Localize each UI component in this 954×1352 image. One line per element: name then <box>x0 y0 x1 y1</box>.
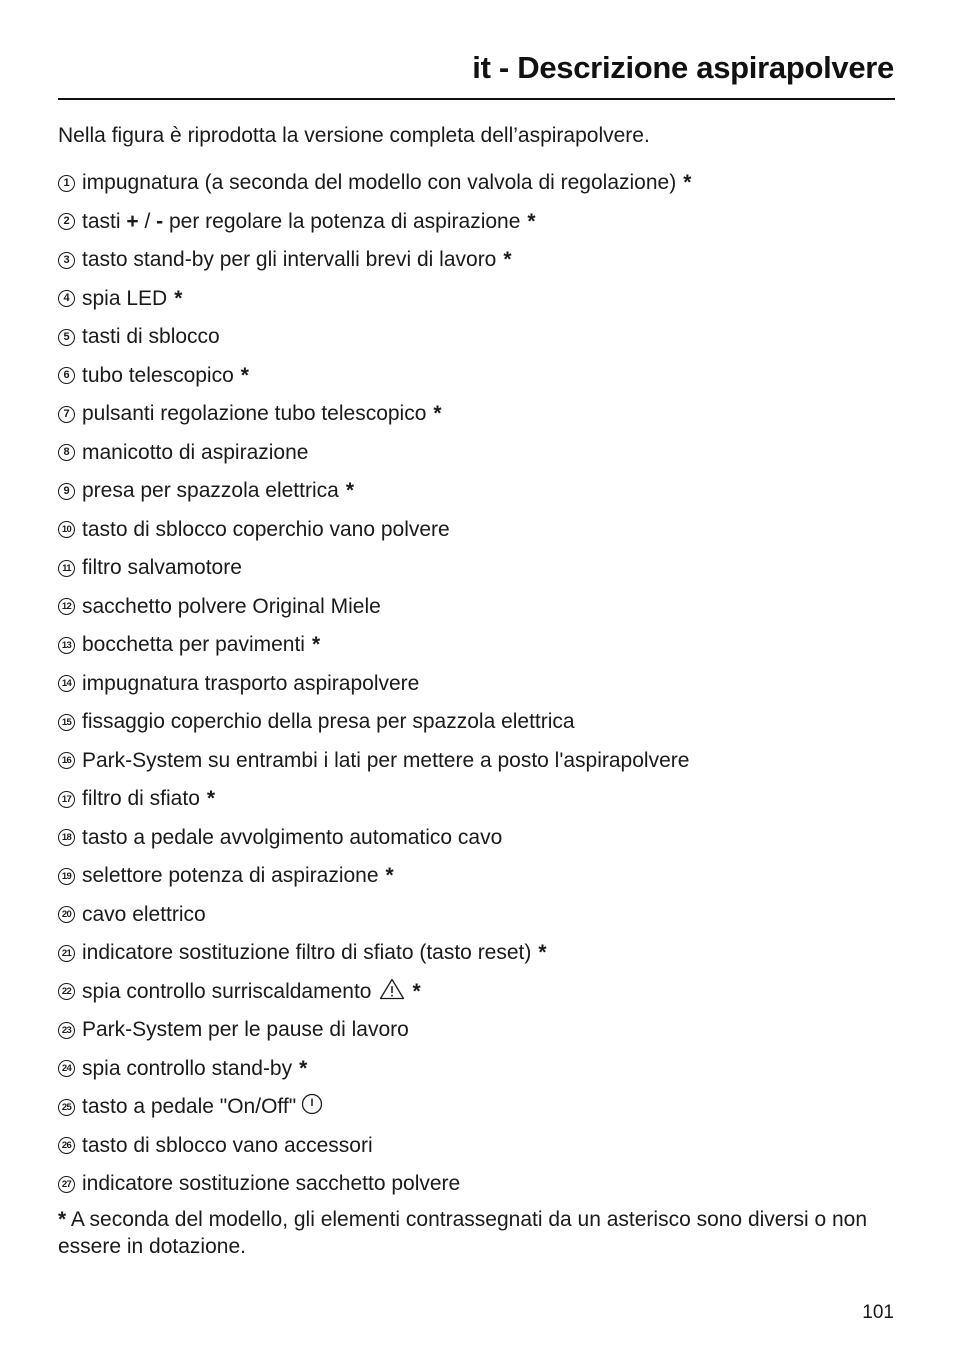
asterisk-marker: * <box>311 633 321 657</box>
list-item-12 <box>58 588 898 627</box>
item-text: spia LED <box>82 286 168 310</box>
list-item-10 <box>58 511 898 550</box>
item-text: fissaggio coperchio della presa per spazzola elettrica <box>82 710 575 734</box>
item-number: 9 <box>58 483 75 500</box>
header-divider <box>58 98 895 100</box>
item-number: 25 <box>58 1099 75 1116</box>
item-text: tasto a pedale avvolgimento automatico cavo <box>82 825 503 849</box>
list-item-19 <box>58 857 898 896</box>
asterisk-marker: * <box>299 1056 308 1080</box>
list-item-22 <box>58 973 898 1012</box>
item-text: filtro salvamotore <box>82 556 242 580</box>
list-item-4 <box>58 280 898 319</box>
item-number: 6 <box>58 367 75 384</box>
item-text: tasti di sblocco <box>82 325 220 349</box>
list-item-25 <box>58 1088 898 1127</box>
asterisk-marker: * <box>527 209 536 233</box>
item-text: spia controllo surriscaldamento <box>82 979 372 1003</box>
item-number: 2 <box>58 213 75 230</box>
list-item-3 <box>58 241 898 280</box>
asterisk-marker: * <box>345 479 354 503</box>
item-number: 1 <box>58 175 75 192</box>
asterisk-marker: * <box>240 363 249 387</box>
list-item-21 <box>58 934 898 973</box>
page-number: 101 <box>862 1302 894 1323</box>
item-number: 23 <box>58 1022 75 1039</box>
component-list <box>58 164 898 1204</box>
item-text: selettore potenza di aspirazione <box>82 864 379 888</box>
item-number: 19 <box>58 868 75 885</box>
power-switch-icon <box>301 1093 323 1121</box>
list-item-11 <box>58 549 898 588</box>
asterisk-marker: * <box>206 787 216 811</box>
asterisk-marker: * <box>503 248 512 272</box>
item-number: 16 <box>58 752 75 769</box>
item-text: tasti <box>82 209 121 233</box>
item-number: 22 <box>58 983 75 1000</box>
list-item-7 <box>58 395 898 434</box>
item-number: 5 <box>58 329 75 346</box>
item-text: presa per spazzola elettrica <box>82 479 339 503</box>
asterisk-marker: * <box>412 979 421 1003</box>
list-item-27 <box>58 1165 898 1204</box>
list-item-20 <box>58 896 898 935</box>
asterisk-marker: * <box>683 171 692 195</box>
item-number: 7 <box>58 406 75 423</box>
list-item-1 <box>58 164 898 203</box>
list-item-5 <box>58 318 898 357</box>
list-item-16 <box>58 742 898 781</box>
item-number: 17 <box>58 791 75 808</box>
item-text: tasto a pedale "On/Off" <box>82 1095 297 1119</box>
item-number: 4 <box>58 290 75 307</box>
item-number: 10 <box>58 521 75 538</box>
item-number: 27 <box>58 1176 75 1193</box>
list-item-24 <box>58 1050 898 1089</box>
item-text: tubo telescopico <box>82 363 234 387</box>
asterisk-marker: * <box>538 941 547 965</box>
item-number: 14 <box>58 675 75 692</box>
item-text: bocchetta per pavimenti <box>82 633 305 657</box>
list-item-9 <box>58 472 898 511</box>
item-number: 21 <box>58 945 75 962</box>
list-item-23 <box>58 1011 898 1050</box>
item-text: per regolare la potenza di aspirazione <box>169 209 521 233</box>
asterisk-marker: * <box>385 864 394 888</box>
item-number: 8 <box>58 444 75 461</box>
footnote-text: A seconda del modello, gli elementi contrassegnati da un asterisco sono diversi o non essere in dotazione. <box>58 1208 868 1258</box>
item-text: Park-System per le pause di lavoro <box>82 1018 409 1042</box>
item-text: pulsanti regolazione tubo telescopico <box>82 402 427 426</box>
list-item-13 <box>58 626 898 665</box>
item-number: 24 <box>58 1060 75 1077</box>
footnote <box>58 1206 898 1260</box>
item-text: indicatore sostituzione sacchetto polvere <box>82 1172 461 1196</box>
footnote-asterisk: * <box>58 1208 67 1231</box>
item-text: tasto di sblocco vano accessori <box>82 1133 373 1157</box>
item-text: filtro di sfiato <box>82 787 200 811</box>
asterisk-marker: * <box>433 402 442 426</box>
item-number: 13 <box>58 637 75 654</box>
list-item-17 <box>58 780 898 819</box>
warning-triangle-icon <box>379 978 405 1006</box>
item-number: 3 <box>58 252 75 269</box>
list-item-14 <box>58 665 898 704</box>
slash-symbol: / <box>144 209 151 233</box>
list-item-15 <box>58 703 898 742</box>
item-text: indicatore sostituzione filtro di sfiato (tasto reset) <box>82 941 532 965</box>
minus-symbol: - <box>156 209 164 233</box>
item-text: Park-System su entrambi i lati per mettere a posto l'aspirapolvere <box>82 748 690 772</box>
item-number: 20 <box>58 906 75 923</box>
item-text: spia controllo stand-by <box>82 1056 293 1080</box>
asterisk-marker: * <box>174 286 183 310</box>
list-item-2 <box>58 203 898 242</box>
item-number: 26 <box>58 1137 75 1154</box>
plus-symbol: + <box>126 209 139 233</box>
intro-text: Nella figura è riprodotta la versione completa dell’aspirapolvere. <box>58 124 650 147</box>
list-item-18 <box>58 819 898 858</box>
list-item-26 <box>58 1127 898 1166</box>
list-item-8 <box>58 434 898 473</box>
item-text: impugnatura trasporto aspirapolvere <box>82 671 420 695</box>
item-number: 15 <box>58 714 75 731</box>
item-text: tasto di sblocco coperchio vano polvere <box>82 517 450 541</box>
item-text: tasto stand-by per gli intervalli brevi di lavoro <box>82 248 497 272</box>
item-text: cavo elettrico <box>82 902 206 926</box>
item-number: 11 <box>58 560 75 577</box>
item-text: impugnatura (a seconda del modello con valvola di regolazione) <box>82 171 677 195</box>
list-item-6 <box>58 357 898 396</box>
item-text: sacchetto polvere Original Miele <box>82 594 381 618</box>
item-number: 12 <box>58 598 75 615</box>
item-number: 18 <box>58 829 75 846</box>
item-text: manicotto di aspirazione <box>82 440 309 464</box>
page-title: it - Descrizione aspirapolvere <box>472 50 894 85</box>
